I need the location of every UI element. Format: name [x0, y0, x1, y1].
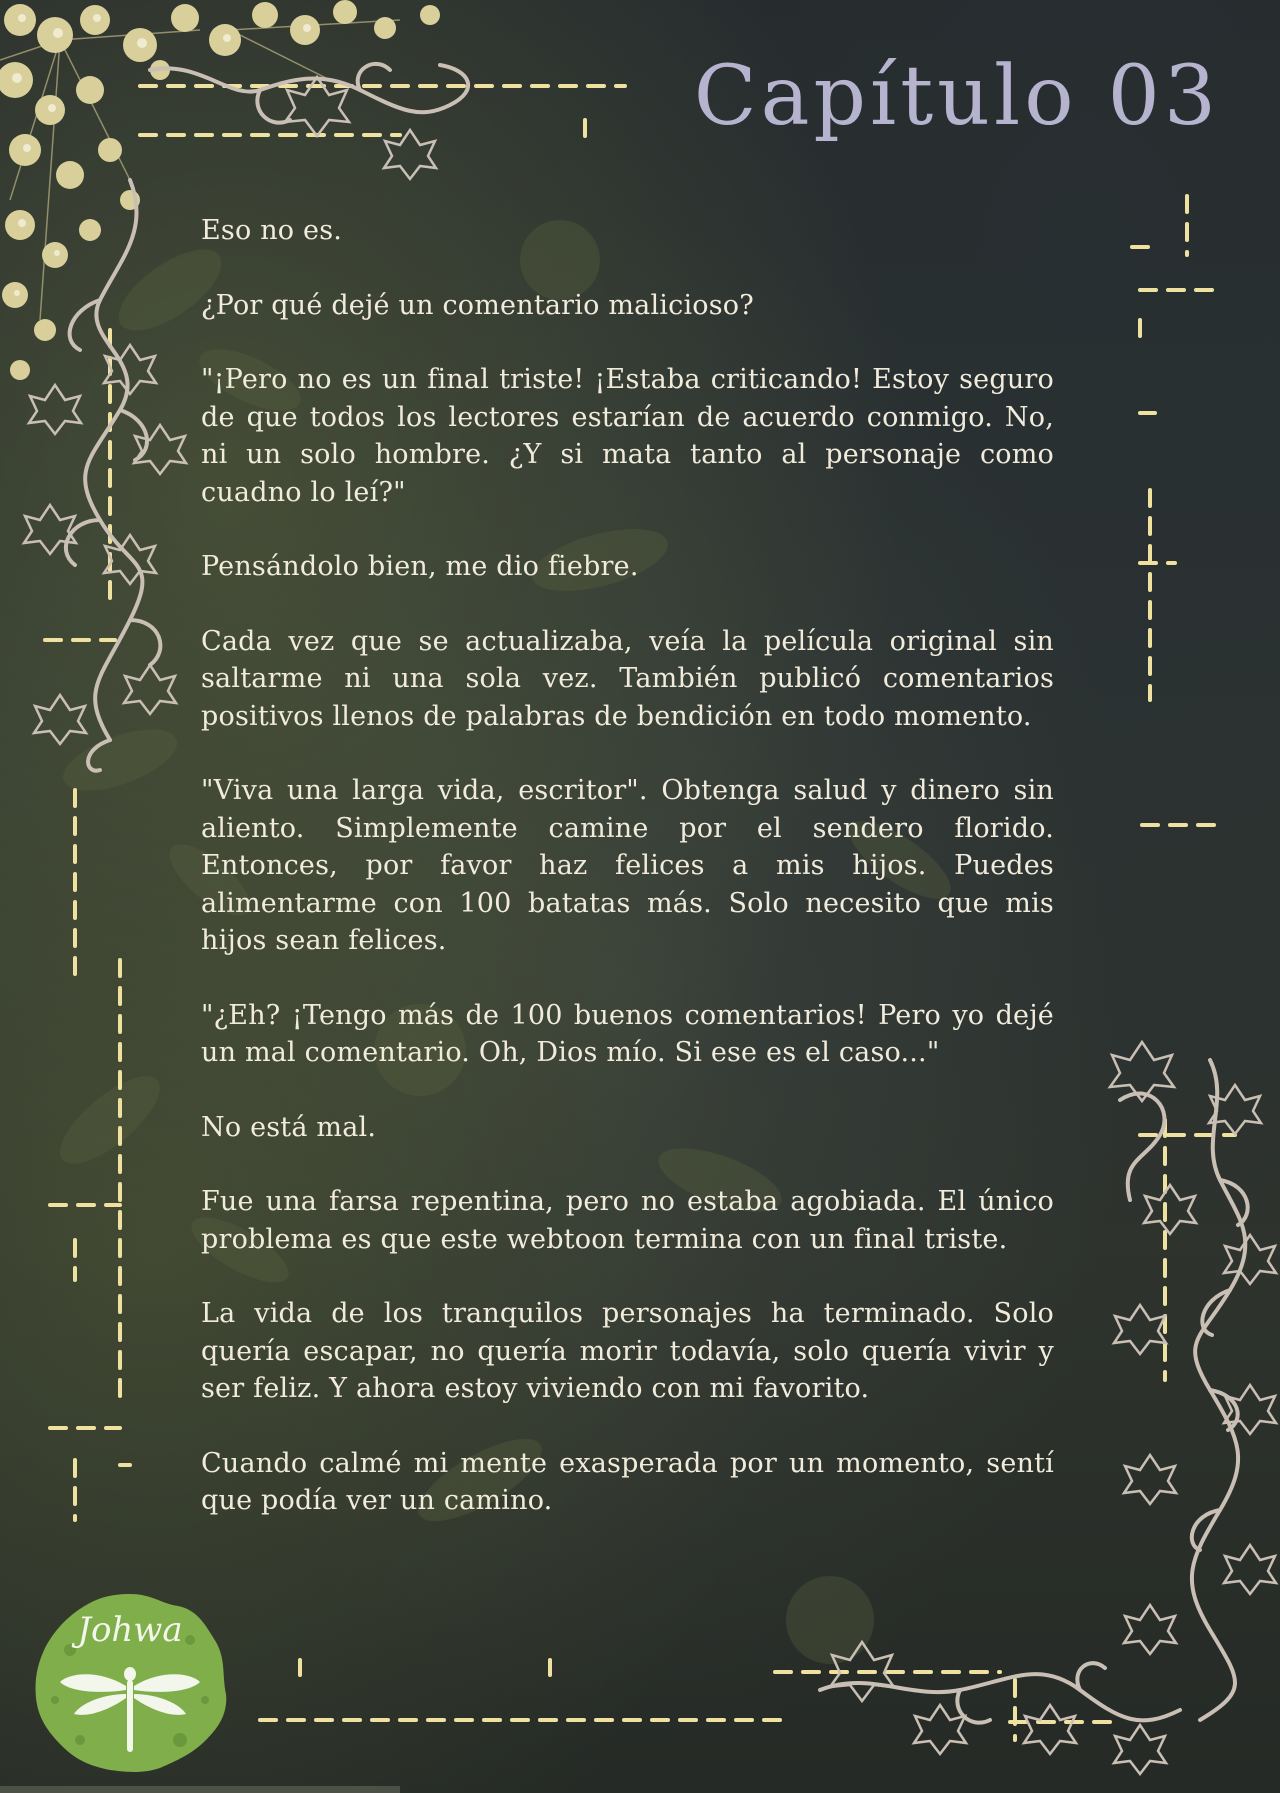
chapter-title: Capítulo 03	[693, 49, 1220, 144]
johwa-logo	[30, 1590, 230, 1776]
paragraph: No está mal.	[201, 1111, 377, 1143]
chapter-body	[201, 212, 1054, 1557]
paragraph: La vida de los tranquilos personajes ha terminado. Solo quería escapar, no quería morir todavía, solo quería vivir y ser feliz. Y ahora estoy viviendo con mi favorito.	[201, 1298, 1054, 1404]
paragraph: Eso no es.	[201, 215, 343, 246]
bottom-edge-strip	[0, 1786, 400, 1793]
paragraph: Cuando calmé mi mente exasperada por un momento, sentí que podía ver un camino.	[201, 1447, 1054, 1516]
paragraph: Fue una farsa repentina, pero no estaba agobiada. El único problema es que este webtoon termina con un final triste.	[201, 1186, 1054, 1255]
paragraph: ¿Por qué dejé un comentario malicioso?	[201, 289, 754, 321]
paragraph: "Viva una larga vida, escritor". Obtenga salud y dinero sin aliento. Simplemente camine por el sendero florido. Entonces, por favor haz felices a mis hijos. Puedes alimentarme con 100 batatas más. Solo necesito que mis hijos sean felices.	[201, 775, 1054, 956]
paragraph: Cada vez que se actualizaba, veía la película original sin saltarme ni una sola vez. También publicó comentarios positivos llenos de palabras de bendición en todo momento.	[201, 625, 1054, 732]
paragraph: "¡Pero no es un final triste! ¡Estaba criticando! Estoy seguro de que todos los lectores estarían de acuerdo conmigo. No, ni un solo hombre. ¿Y si mata tanto al personaje como cuadno lo leí?"	[201, 364, 1054, 508]
paragraph: Pensándolo bien, me dio fiebre.	[201, 551, 639, 582]
paragraph: "¿Eh? ¡Tengo más de 100 buenos comentarios! Pero yo dejé un mal comentario. Oh, Dios mío. Si ese es el caso..."	[201, 999, 1054, 1068]
logo-text: Johwa	[77, 1610, 183, 1650]
